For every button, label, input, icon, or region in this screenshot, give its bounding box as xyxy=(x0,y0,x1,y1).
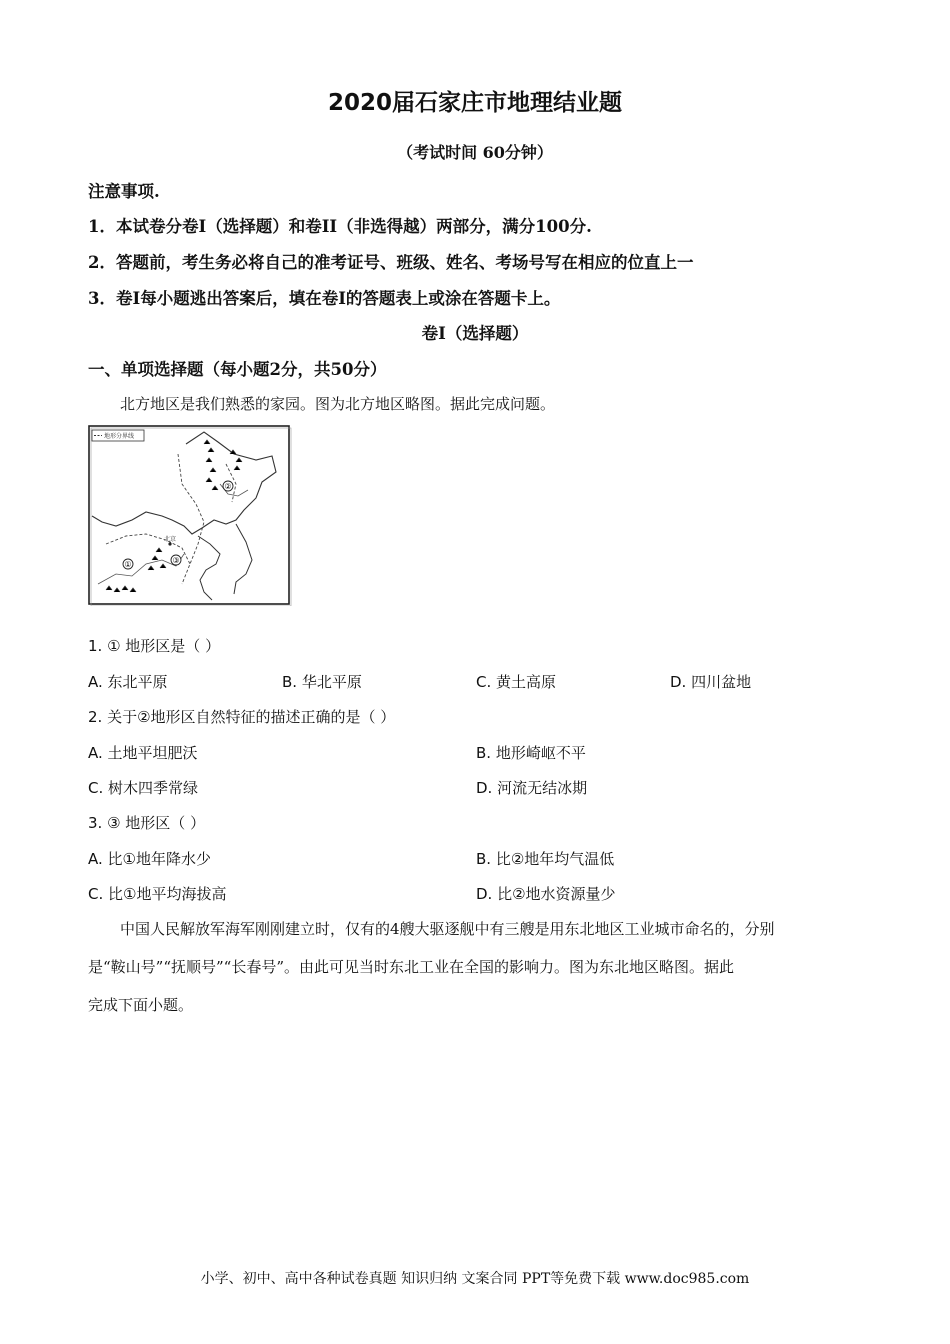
map-marker-3: ③ xyxy=(172,556,180,565)
question-2-option-d: D. 河流无结冰期 xyxy=(476,779,588,797)
question-2-option-a: A. 土地平坦肥沃 xyxy=(88,744,198,762)
question-1-option-d: D. 四川盆地 xyxy=(670,673,752,691)
question-3-option-c: C. 比①地平均海拔高 xyxy=(88,885,227,903)
map-marker-1: ① xyxy=(124,560,132,569)
question-2-stem: 2. 关于②地形区自然特征的描述正确的是（ ） xyxy=(88,708,396,726)
question-1-option-a: A. 东北平原 xyxy=(88,673,168,691)
section-title: 卷Ⅰ（选择题） xyxy=(421,324,529,343)
map-marker-2: ② xyxy=(224,482,232,491)
page-footer: 小学、初中、高中各种试卷真题 知识归纳 文案合同 PPT等免费下载 www.doc985.com xyxy=(200,1271,750,1287)
intro-paragraph-2-line-1: 中国人民解放军海军刚刚建立时，仅有的4艘大驱逐舰中有三艘是用东北地区工业城市命名的，分别 xyxy=(120,920,775,938)
map-city-label: 北京 xyxy=(164,536,177,543)
document-title: 2020届石家庄市地理结业题 xyxy=(327,90,622,116)
notice-item-1: 1．本试卷分卷Ⅰ（选择题）和卷II（非选得越）两部分，满分100分. xyxy=(88,217,592,236)
question-3-option-b: B. 比②地年均气温低 xyxy=(476,850,615,868)
notice-item-3: 3．卷Ⅰ每小题逃出答案后，填在卷Ⅰ的答题表上或涂在答题卡上。 xyxy=(88,289,561,308)
question-1-option-c: C. 黄土高原 xyxy=(476,673,557,691)
notice-heading: 注意事项. xyxy=(88,182,160,201)
question-1-stem: 1. ① 地形区是（ ） xyxy=(88,637,221,655)
question-2-option-c: C. 树木四季常绿 xyxy=(88,779,199,797)
question-3-option-a: A. 比①地年降水少 xyxy=(88,850,211,868)
notice-item-2: 2．答题前，考生务必将自己的准考证号、班级、姓名、考场号写在相应的位直上一 xyxy=(88,253,694,272)
exam-duration: （考试时间 60分钟） xyxy=(397,143,553,162)
map-legend-label: 地形分界线 xyxy=(104,433,135,440)
north-region-map xyxy=(86,424,292,606)
question-2-option-b: B. 地形崎岖不平 xyxy=(476,744,586,762)
intro-paragraph-1: 北方地区是我们熟悉的家园。图为北方地区略图。据此完成问题。 xyxy=(120,395,556,413)
question-3-stem: 3. ③ 地形区（ ） xyxy=(88,814,206,832)
question-1-option-b: B. 华北平原 xyxy=(282,673,362,691)
map-drawing xyxy=(86,424,292,606)
question-3-option-d: D. 比②地水资源量少 xyxy=(476,885,616,903)
part-title: 一、单项选择题（每小题2分，共50分） xyxy=(88,360,387,379)
intro-paragraph-2-line-2: 是“鞍山号”“抚顺号”“长春号”。由此可见当时东北工业在全国的影响力。图为东北地区略图。据此 xyxy=(88,958,735,976)
intro-paragraph-2-line-3: 完成下面小题。 xyxy=(88,996,194,1014)
